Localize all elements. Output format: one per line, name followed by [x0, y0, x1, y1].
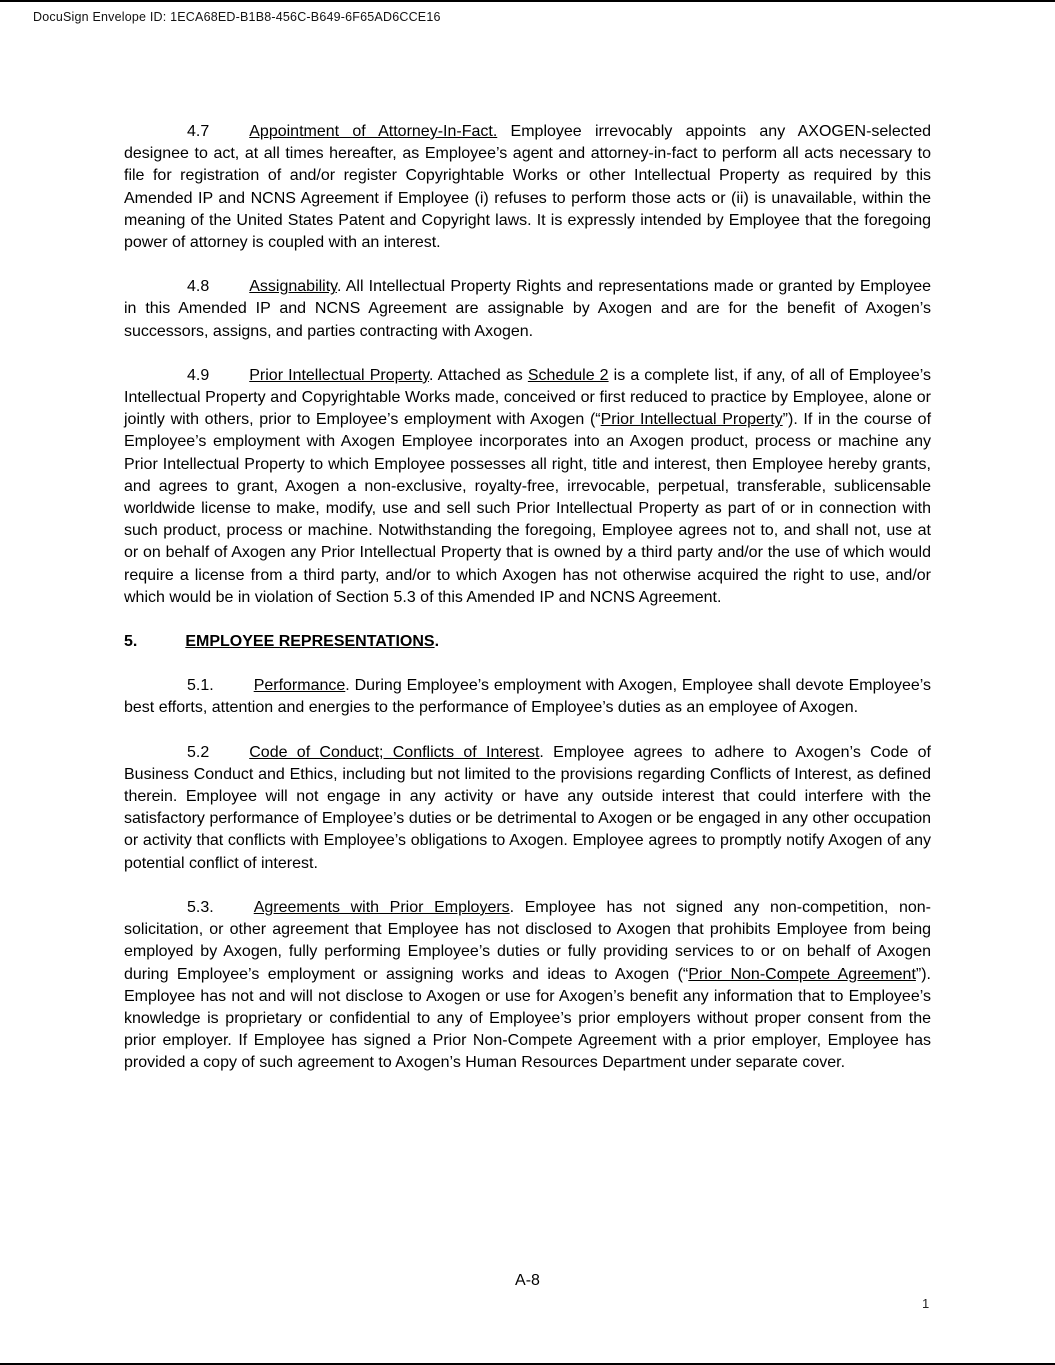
paragraph-number: 4.7	[187, 123, 210, 140]
text-run: .	[434, 633, 440, 651]
paragraph-5-3	[124, 897, 931, 1075]
clause-heading: Prior Intellectual Property	[249, 366, 429, 384]
clause-heading: Prior Non-Compete Agreement	[688, 965, 916, 983]
clause-heading: EMPLOYEE REPRESENTATIONS	[185, 633, 435, 651]
clause-heading: Performance	[253, 677, 346, 695]
paragraph-5-2	[124, 742, 931, 875]
clause-heading: Code of Conduct; Conflicts of Interest	[249, 743, 540, 761]
page-top-border	[0, 0, 1055, 2]
text-run: . Employee agrees to adhere to Axogen’s Code of Business Conduct and Ethics, including but not limited to the provisions regarding Conflicts of Interest, as defined therein. Employee will not engage in any activity or have any outside interest that could interfere with the satisfactory performance of Employee’s duties or be detrimental to Axogen or be engaged in any other occupation or activity that conflicts with Employee’s obligations to Axogen. Employee agrees to promptly notify Axogen of any potential conflict of interest.	[124, 743, 932, 872]
footer-page-number: 1	[922, 1296, 930, 1311]
text-run: . Employee has not signed any non-competition, non-solicitation, or other agreement that Employee has not disclosed to Axogen that prohibits Employee from being employed by Axogen, fully performing Employee’s duties or fully providing services to or on behalf of Axogen during Employee’s employment or assigning works and ideas to Axogen (“	[124, 898, 931, 983]
footer-page-label: A-8	[515, 1272, 540, 1289]
section-5-heading	[124, 631, 931, 653]
text-run: . During Employee’s employment with Axogen, Employee shall devote Employee’s best efforts, attention and energies to the performance of Employee’s duties as an employee of Axogen.	[124, 677, 931, 717]
clause-heading: Schedule 2	[527, 366, 609, 384]
paragraph-number: 4.9	[187, 366, 210, 384]
paragraph-number: 5.3.	[187, 898, 214, 916]
paragraph-number: 5.2	[187, 743, 210, 761]
docusign-envelope-id: DocuSign Envelope ID: 1ECA68ED-B1B8-456C-B649-6F65AD6CCE16	[33, 10, 441, 24]
text-run: ”). Employee has not and will not disclose to Axogen or use for Axogen’s benefit any information that to Employee’s knowledge is proprietary or confidential to any of Employee’s prior employers without proper consent from the prior employer. If Employee has signed a Prior Non-Compete Agreement with a prior employer, Employee has provided a copy of such agreement to Axogen’s Human Resources Department under separate cover.	[124, 965, 931, 1072]
text-run: ”). If in the course of Employee’s employment with Axogen Employee incorporates into an Axogen product, process or machine any Prior Intellectual Property to which Employee possesses all right, title and interest, then Employee hereby grants, and agrees to grant, Axogen a non-exclusive, royalty-free, irrevocable, perpetual, transferable, sublicensable worldwide license to make, modify, use and sell such Prior Intellectual Property as part of or in connection with such product, process or machine. Notwithstanding the foregoing, Employee agrees not to, and shall not, use at or on behalf of Axogen any Prior Intellectual Property that is owned by a third party and/or the use of which would require a license from a third party, and/or to which Axogen has not otherwise acquired the right to use, and/or which would be in violation of Section 5.3 of this Amended IP and NCNS Agreement.	[124, 411, 932, 606]
paragraph-4-7	[124, 121, 931, 254]
text-run: . Attached as	[428, 366, 528, 384]
paragraph-4-8	[124, 276, 931, 343]
text-run: Employee irrevocably appoints any AXOGEN-selected designee to act, at all times hereafter, as Employee’s agent and attorney-in-fact to perform all acts necessary to file for registration of and/or register Copyrightable Works or other Intellectual Property as required by this Amended IP and NCNS Agreement if Employee (i) refuses to perform those acts or (ii) is unavailable, within the meaning of the United States Patent and Copyright laws. It is expressly intended by Employee that the foregoing power of attorney is coupled with an interest.	[124, 123, 931, 252]
text-run: is a complete list, if any, of all of Employee’s Intellectual Property and Copyrightable Works made, conceived or first reduced to practice by Employee, alone or jointly with others, prior to Employee’s employment with Axogen (“	[124, 366, 932, 429]
clause-heading: Appointment of Attorney-In-Fact.	[249, 123, 498, 140]
paragraph-4-9	[124, 365, 931, 609]
document-body	[124, 121, 931, 1075]
text-run: . All Intellectual Property Rights and representations made or granted by Employee in this Amended IP and NCNS Agreement are assignable by Axogen and are for the benefit of Axogen’s successors, assigns, and parties contracting with Axogen.	[124, 278, 931, 340]
paragraph-number: 5.1.	[187, 677, 214, 695]
paragraph-5-1	[124, 675, 931, 719]
paragraph-number: 5.	[124, 633, 138, 651]
clause-heading: Agreements with Prior Employers	[253, 898, 510, 916]
paragraph-number: 4.8	[187, 278, 210, 296]
clause-heading: Assignability	[249, 278, 337, 296]
clause-heading: Prior Intellectual Property	[600, 411, 783, 429]
